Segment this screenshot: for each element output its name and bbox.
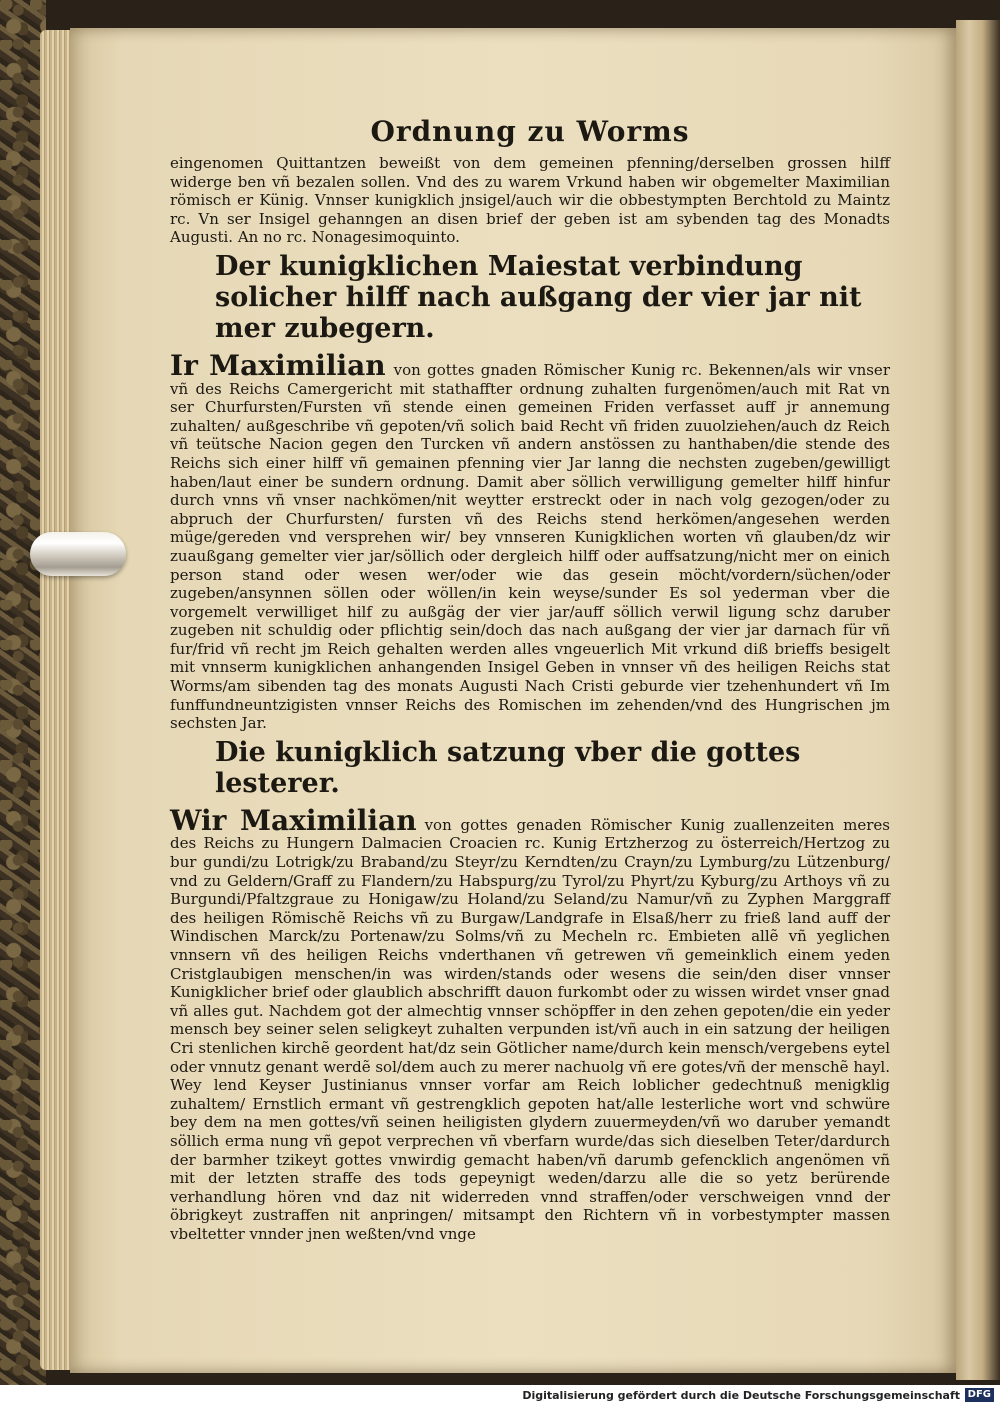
paragraph-1 [170, 348, 890, 733]
paragraph-2-initial: Wir Maximilian [170, 803, 417, 837]
facing-page-edge [956, 20, 1000, 1380]
paragraph-2 [170, 803, 890, 1244]
intro-paragraph: eingenomen Quittantzen beweißt von dem gemeinen pfenning/derselben grossen hilff widerge ben vñ bezalen sollen. Vnd des zu warem Vrkund haben wir obgemelter Maximilian römisch er Künig. Vnnser kunigklich jnsigel/auch wir die obbestympten Berchtold zu Maintz rc. Vn ser Insigel gehanngen an disen brief der geben ist am sybenden tag des Monadts Augusti. An no rc. Nonagesimoquinto. [170, 154, 890, 247]
paragraph-1-initial: Ir Maximilian [170, 348, 386, 382]
dfg-logo: DFG [965, 1388, 994, 1402]
paragraph-1-text: von gottes gnaden Römischer Kunig rc. Bekennen/als wir vnser vñ des Reichs Camergericht mit stathaffter ordnung zuhalten furgenömen/auch mit Rat vn ser Churfursten/Fursten vñ stende einen gemeinen Friden verfasset auff jr annemung zuhalten/ außgeschribe vñ gepoten/vñ solich baid Recht vñ friden zuuolziehen/auch dz Reich vñ teütsche Nacion gegen den Turcken vñ andern anstössen zu hanthaben/die stende des Reichs sich einer hilff vñ gemainen pfenning vier Jar lanng die nechsten zugeben/gewilligt haben/laut einer be sundern ordnung. Damit aber söllich verwilligung gemelter hilff hinfur durch vnns vñ vnser nachkömen/nit weytter erstreckt oder in nach volg gezogen/oder zu abpruch der Churfursten/ fursten vñ des Reichs stend herkömen/angesehen werden müge/gereden vnd versprehen wir/ bey vnnseren Kunigklichen worten vñ glauben/dz wir zuaußgang gemelter vier jar/söllich oder dergleich hilff oder auffsatzung/nicht mer on einich person stand oder wesen wer/oder wie das gesein möcht/vordern/süchen/oder zugeben/ansynnen söllen oder wöllen/in kein weyse/sunder Es sol yederman vber die vorgemelt verwilliget hilf zu außgäg der vier jar/auff söllich verwil ligung schz daruber zugeben nit schuldig oder pflichtig sein/doch das nach außgang der vier jar darnach für vñ fur/frid vñ recht jm Reich gehalten werden alles vngeuerlich Mit vrkund diß brieffs besigelt mit vnnserm kunigklichen anhangenden Insigel Geben in vnnser vñ des heiligen Reichs stat Worms/am sibenden tag des monats Augusti Nach Cristi geburde vier tzehenhundert vñ Im funffundneuntzigisten vnnser Reichs des Romischen im zehenden/vnd des Hungrischen jm sechsten Jar. [170, 360, 890, 733]
running-head: Ordnung zu Worms [370, 115, 690, 148]
footer-credit: Digitalisierung gefördert durch die Deutsche Forschungsgemeinschaft [522, 1389, 960, 1402]
section-heading-1: Der kunigklichen Maiestat verbindung solicher hilff nach außgang der vier jar nit mer zubegern. [215, 250, 862, 344]
paragraph-2-text: von gottes genaden Römischer Kunig zuallenzeiten meres des Reichs zu Hungern Dalmacien Croacien rc. Kunig Ertzherzog zu österreich/Hertzog zu bur gundi/zu Lotrigk/zu Braband/zu Steyr/zu Kerndten/zu Crayn/zu Lymburg/zu Lützenburg/ vnd zu Geldern/Graff zu Flandern/zu Habspurg/zu Tyrol/zu Phyrt/zu Kyburg/zu Arthoys vñ zu Burgundi/Pfaltzgraue zu Honigaw/zu Holand/zu Seland/zu Namur/vñ zu Zyphen Marggraff des heiligen Römischẽ Reichs vñ zu Burgaw/Landgrafe in Elsaß/herr zu frieß land auff der Windischen Marck/zu Portenaw/zu Solms/vñ zu Mecheln rc. Embieten allẽ vñ yeglichen vnnsern vñ des heiligen Reichs vnderthanen vñ getrewen vñ gemeinklich einem yeden Cristglaubigen menschen/in was wirden/stands oder wesens die sein/den diser vnnser Kunigklicher brief oder glaublich abschrifft dauon furkombt oder zu wissen wirdet vnser gnad vñ alles gut. Nachdem got der almechtig vnnser schöpffer in den zehen gepoten/die ein yeder mensch bey seiner selen seligkeyt zuhalten verpunden ist/vñ auch in ein satzung der heiligen Cri stenlichen kirchẽ geordent hat/dz sein Götlicher name/durch kein mensch/vergebens eytel oder vnnutz genant werdẽ sol/dem auch zu merer nachuolg vñ ere gotes/vñ der menschẽ hayl. Wey lend Keyser Justinianus vnnser vorfar am Reich loblicher gedechtnuß menigklig zuhaltem/ Ernstlich ermant vñ gestrengklich gepoten hat/alle lesterliche wort vnd schwüre bey dem na men gottes/vñ seinen heiligisten glydern zuuermeyden/vñ wo daruber yemandt söllich erma nung vñ gepot verprechen vñ vberfarn wurde/das sich dieselben Teter/dardurch der barmher tzikeyt gottes vnwirdig gemacht haben/vñ darumb gefencklich angenömen vñ mit der letzten straffe des tods gepeynigt weden/darzu alle die so yetz berürende verhandlung hören vnd daz nit widerreden vnnd straffen/oder verschweigen vnnd der öbrigkeyt zustraffen nit anpringen/ mitsampt den Richtern vñ in vorbestympter massen vbeltetter vnnder jnen weßten/vnd vnge [170, 815, 890, 1243]
page-clip [30, 532, 126, 576]
section-heading-2: Die kunigklich satzung vber die gottes lesterer. [215, 736, 801, 799]
page-text [170, 85, 890, 1244]
footer-bar [0, 1385, 1000, 1406]
